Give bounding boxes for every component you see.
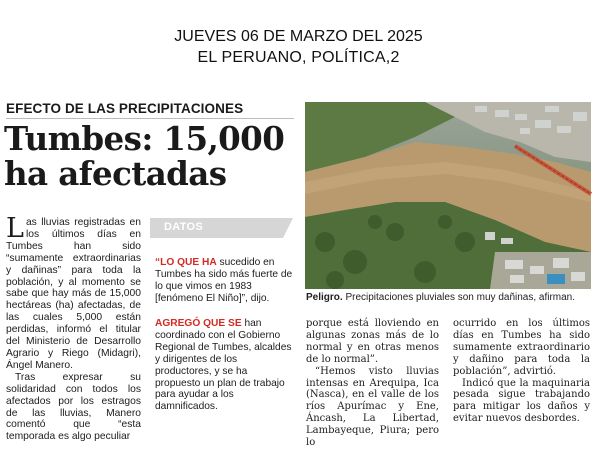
paragraph-1: as lluvias registradas en los últimos días en Tumbes han sido “sumamente extraordinarias y dañinas” para toda la población, y al momento se sabe que hay más de 15,000 hectáreas (ha) afectadas, de las cuales 5,000 están perdidas, informó el titular del Ministerio de Desarrollo Agrario y Riego (Midagri), Ángel Manero.: [6, 217, 141, 371]
datos-item-1: [155, 257, 295, 305]
caption-text: Precipitaciones pluviales son muy dañinas, afirman.: [342, 292, 576, 303]
photo-caption: [306, 292, 596, 304]
article-column-3: [306, 318, 439, 449]
paragraph-2: Tras expresar su solidaridad con todos los afectados por los estragos de las lluvias, Manero comentó que “esta temporada es algo peculiar: [6, 371, 141, 443]
caption-lead: Peligro.: [306, 292, 343, 303]
date-line: JUEVES 06 DE MARZO DEL 2025: [174, 28, 423, 45]
article-column-4: [453, 318, 590, 425]
article-headline: [4, 121, 296, 191]
paragraph-6: Indicó que la maquinaria pesada sigue trabajando para mitigar los daños y evitar nuevos desbordes.: [453, 377, 590, 425]
aerial-flood-illustration: [305, 102, 591, 289]
article-column-1: [6, 213, 141, 443]
datos-item-1-text: sucedido en Tumbes ha sido más fuerte de lo que vimos en 1983 [fenómeno El Niño]”, dijo.: [155, 257, 293, 304]
datos-label: DATOS: [164, 221, 203, 233]
datos-item-1-lead: “LO QUE HA: [155, 257, 217, 268]
drop-cap: L: [6, 213, 24, 244]
datos-label-box: [150, 218, 293, 238]
page-header: [0, 26, 597, 68]
article-kicker: EFECTO DE LAS PRECIPITACIONES: [6, 101, 244, 116]
paragraph-4: “Hemos visto lluvias intensas en Arequipa, Ica (Nasca), en el valle de los ríos Apurímac y Ene, Áncash, La Libertad, Lambayeque, Piura; pero lo: [306, 365, 439, 449]
datos-item-2-text: han coordinado con el Gobierno Regional de Tumbes, alcaldes y dirigentes de los productores, y se ha propuesto un plan de trabajo para ayudar a los damnificados.: [155, 318, 292, 413]
datos-item-2: [155, 318, 295, 413]
paragraph-3: porque está lloviendo en algunas zonas más de lo normal y en otras menos de lo normal”.: [306, 318, 439, 365]
datos-item-2-lead: AGREGÓ QUE SE: [155, 318, 242, 329]
headline-line-2: ha afectadas: [4, 154, 227, 193]
paragraph-5: ocurrido en los últimos días en Tumbes ha sido sumamente extraordinario y dañino para toda la población”, advirtió.: [453, 318, 590, 377]
headline-line-1: Tumbes: 15,000: [4, 119, 285, 158]
flood-photo: [305, 102, 591, 289]
source-line: EL PERUANO, POLÍTICA,2: [197, 49, 400, 66]
